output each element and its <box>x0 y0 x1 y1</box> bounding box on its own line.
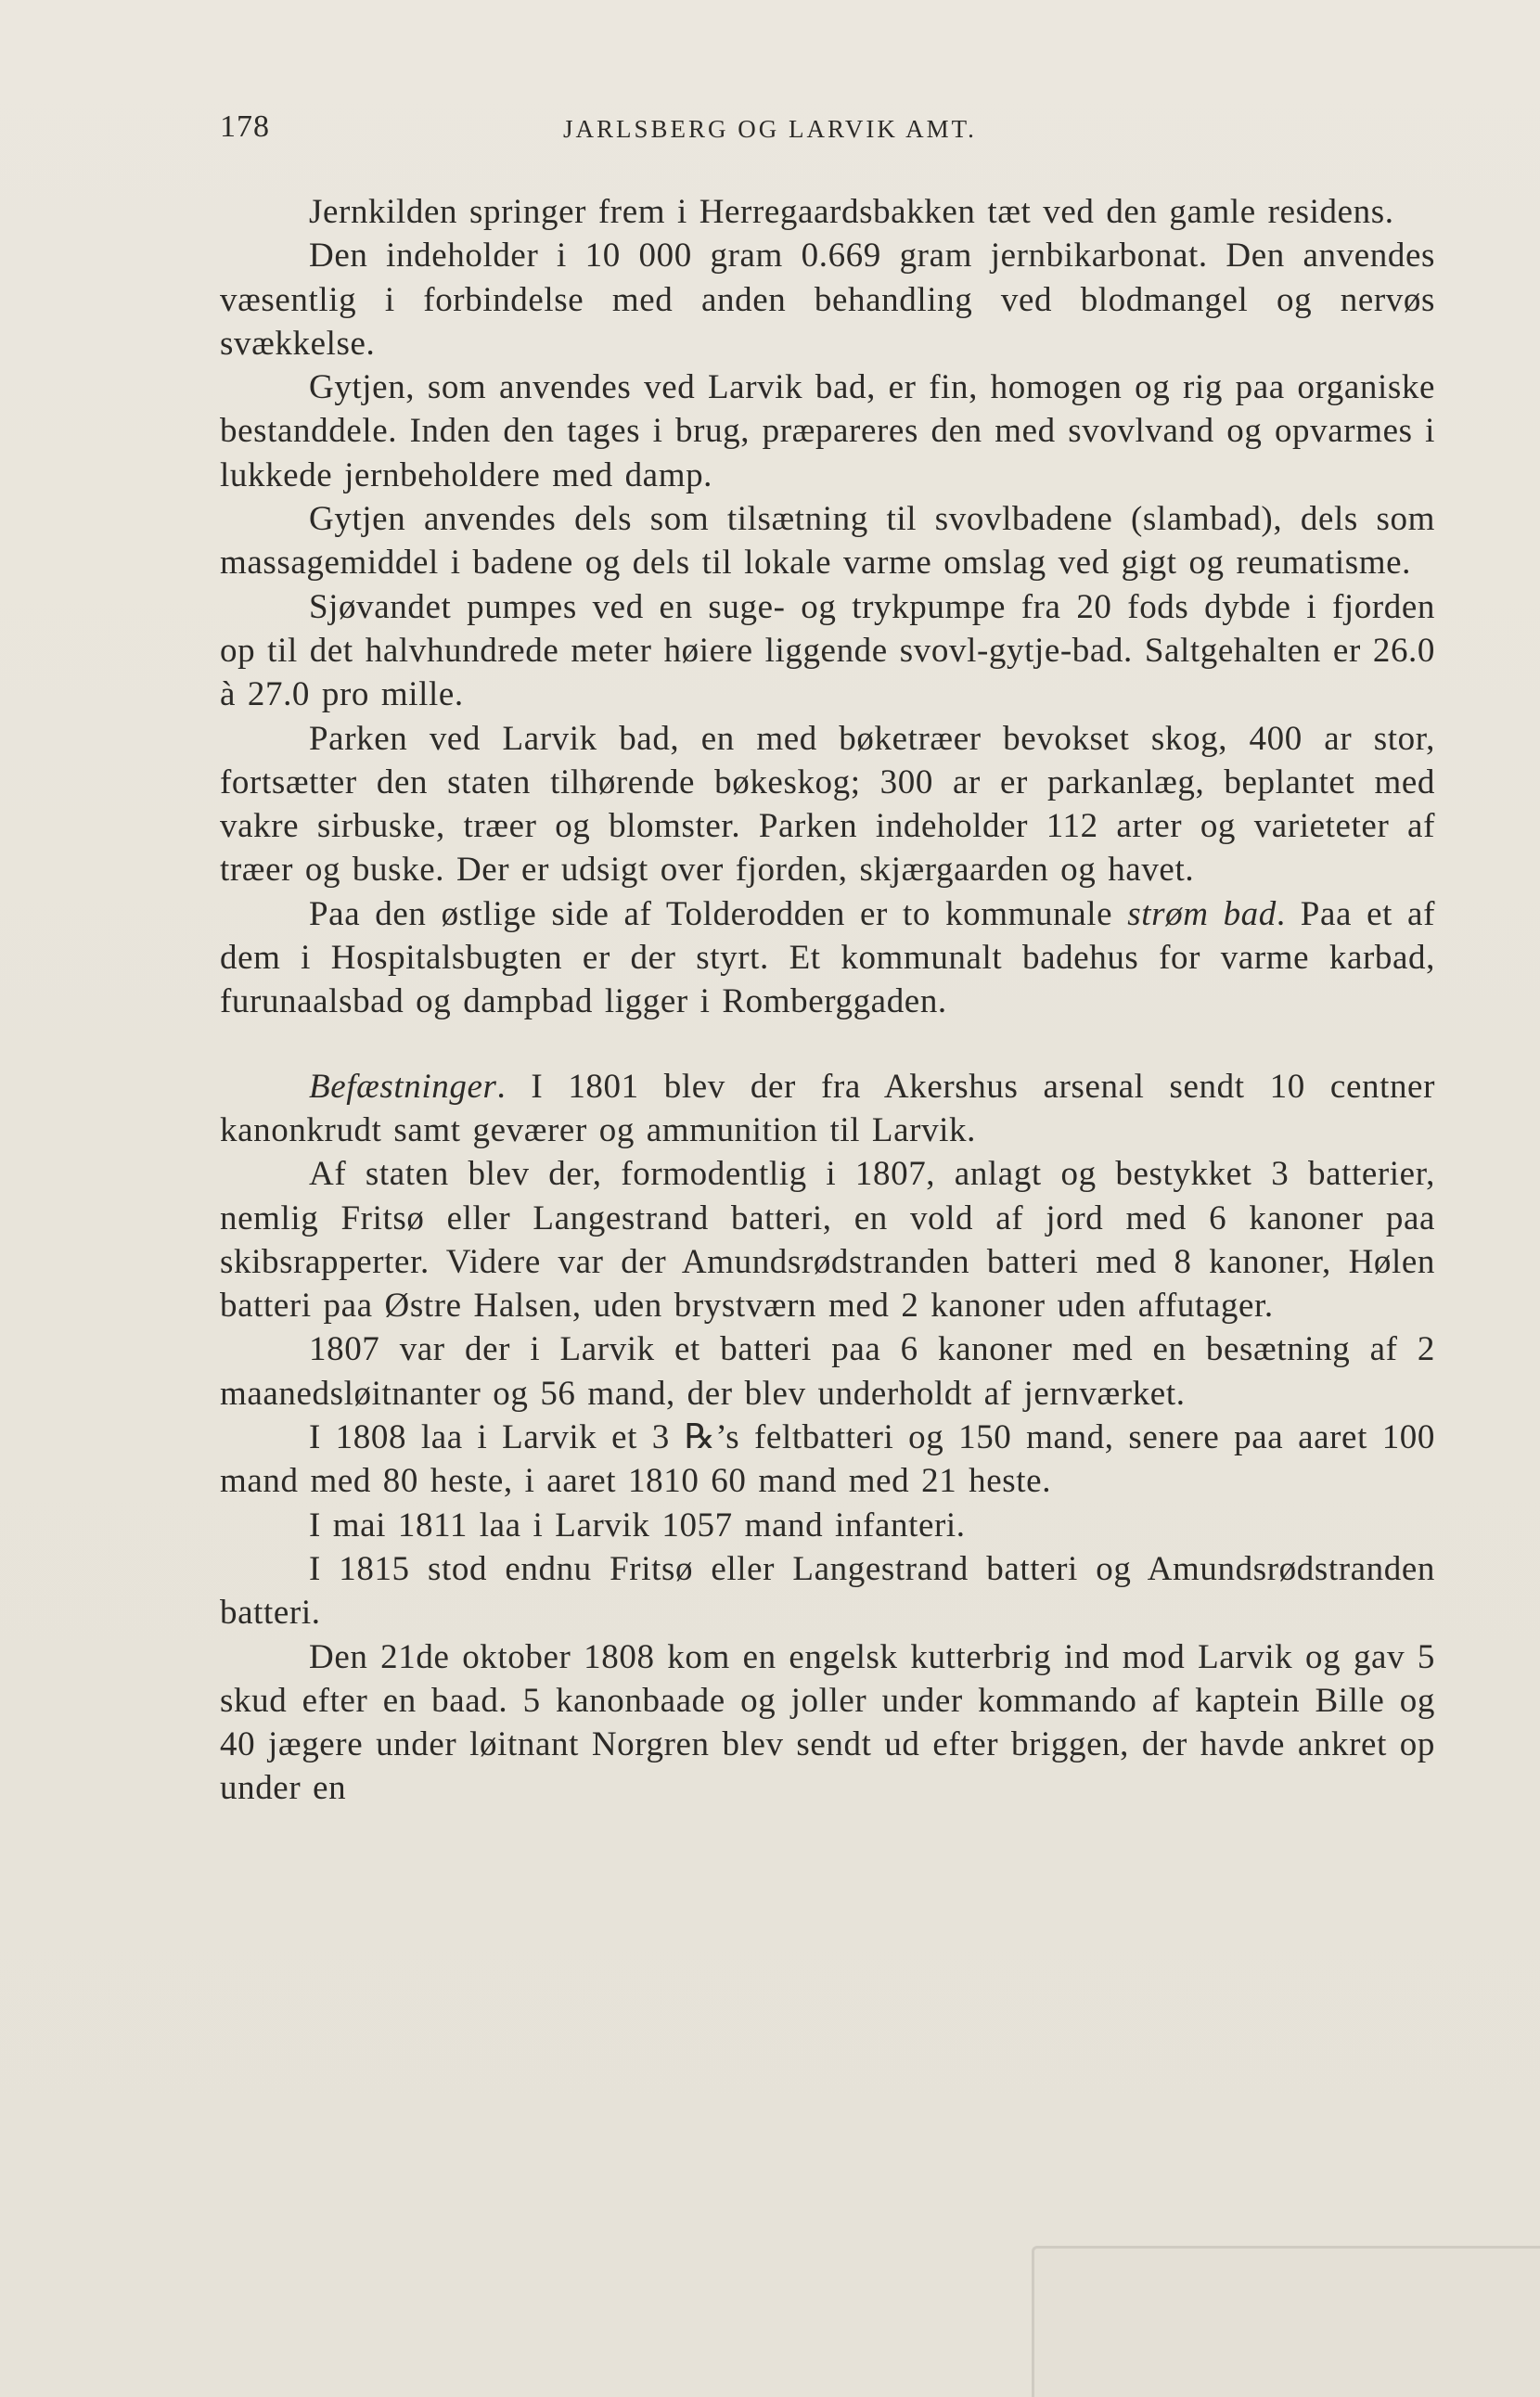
paragraph: Gytjen, som anvendes ved Larvik bad, er fin, homogen og rig paa organiske bestanddele. Inden den tages i brug, præpareres den med svovlvand og opvarmes i lukkede jernbeholdere med damp. <box>220 368 1435 494</box>
paragraph: Sjøvandet pumpes ved en suge- og trykpumpe fra 20 fods dybde i fjorden op til det halvhundrede meter høiere liggende svovl-gytje-bad. Saltgehalten er 26.0 à 27.0 pro mille. <box>220 587 1435 714</box>
paragraph: Af staten blev der, formodentlig i 1807, anlagt og bestykket 3 batterier, nemlig Fritsø eller Langestrand batteri, en vold af jord med 6 kanoner paa skibsrapperter. Videre var der Amundsrødstranden batteri med 8 kanoner, Hølen batteri paa Østre Halsen, uden brystværn med 2 kanoner uden affutager. <box>220 1155 1435 1326</box>
scan-edge <box>1032 2246 1540 2397</box>
paragraph: I 1815 stod endnu Fritsø eller Langestrand batteri og Amundsrødstranden batteri. <box>220 1549 1435 1633</box>
paragraph: I mai 1811 laa i Larvik 1057 mand infanteri. <box>309 1506 966 1545</box>
section-gap <box>220 1024 1435 1065</box>
paragraph: Den 21de oktober 1808 kom en engelsk kutterbrig ind mod Larvik og gav 5 skud efter en baad. 5 kanonbaade og joller under kommando af kaptein Bille og 40 jægere under løitnant Norgren blev sendt ud efter briggen, der havde ankret op under en <box>220 1637 1435 1808</box>
paragraph: 1807 var der i Larvik et batteri paa 6 kanoner med en besætning af 2 maanedsløitnanter og 56 mand, der blev underholdt af jernværket. <box>220 1330 1435 1413</box>
page-number: 178 <box>220 109 270 144</box>
section-heading-befaestninger: Befæstninger <box>309 1067 497 1106</box>
paragraph: Gytjen anvendes dels som tilsætning til svovlbadene (slambad), dels som massagemiddel i badene og dels til lokale varme omslag ved gigt og reumatisme. <box>220 500 1435 583</box>
strombad-text-before: Paa den østlige side af Tolderodden er to kommunale <box>309 894 1128 933</box>
strombad-text-after: . Paa et af dem i Hospitalsbugten er der styrt. Et kommunalt badehus for varme karbad, furunaalsbad og dampbad ligger i Romberggaden. <box>220 894 1435 1021</box>
body-text <box>220 190 1435 1811</box>
running-title: JARLSBERG OG LARVIK AMT. <box>563 115 977 143</box>
paragraph: Parken ved Larvik bad, en med bøketræer bevokset skog, 400 ar stor, fortsætter den staten tilhørende bøkeskog; 300 ar er parkanlæg, beplantet med vakre sirbuske, træer og blomster. Parken indeholder 112 arter og varieteter af træer og buske. Der er udsigt over fjorden, skjærgaarden og havet. <box>220 719 1435 890</box>
strombad-italic: strøm bad <box>1127 894 1277 933</box>
paragraph: Jernkilden springer frem i Herregaardsbakken tæt ved den gamle residens. <box>309 193 1394 231</box>
paragraph: I 1808 laa i Larvik et 3 ℞’s feltbatteri og 150 mand, senere paa aaret 100 mand med 80 heste, i aaret 1810 60 mand med 21 heste. <box>220 1418 1435 1501</box>
befaestninger-paragraph <box>220 1065 1435 1153</box>
page-header <box>220 109 1426 156</box>
paragraph: Den indeholder i 10 000 gram 0.669 gram jernbikarbonat. Den anvendes væsentlig i forbindelse med anden behandling ved blodmangel og nervøs svækkelse. <box>220 237 1435 363</box>
befaestninger-text: . I 1801 blev der fra Akershus arsenal sendt 10 centner kanonkrudt samt geværer og ammunition til Larvik. <box>220 1067 1435 1149</box>
strombad-paragraph <box>220 892 1435 1024</box>
